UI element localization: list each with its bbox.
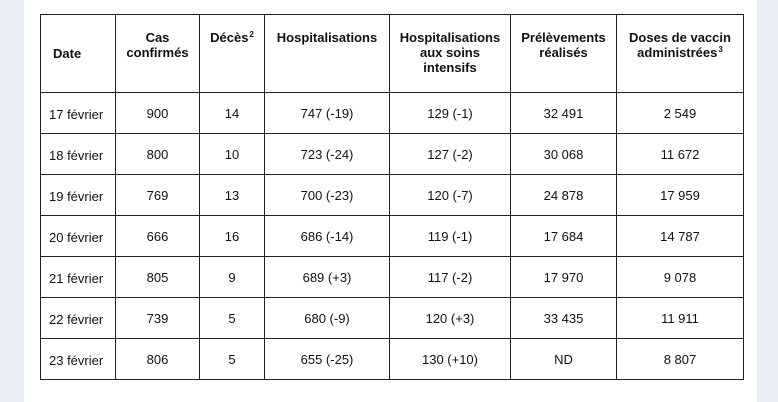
header-doses-vaccin xyxy=(617,15,744,93)
cell-doses-vaccin: 2 549 xyxy=(617,93,744,134)
cell-soins-intensifs: 129 (-1) xyxy=(390,93,511,134)
cell-deces: 16 xyxy=(200,216,265,257)
cell-prelevements: 17 970 xyxy=(511,257,617,298)
cell-date: 22 février xyxy=(41,298,116,339)
cell-prelevements: 17 684 xyxy=(511,216,617,257)
cell-doses-vaccin: 9 078 xyxy=(617,257,744,298)
cell-date: 21 février xyxy=(41,257,116,298)
cell-hospitalisations: 686 (-14) xyxy=(265,216,390,257)
table-row xyxy=(41,134,744,175)
cell-cas-confirmes: 800 xyxy=(116,134,200,175)
cell-prelevements: 32 491 xyxy=(511,93,617,134)
cell-cas-confirmes: 805 xyxy=(116,257,200,298)
cell-cas-confirmes: 739 xyxy=(116,298,200,339)
header-prelevements xyxy=(511,15,617,93)
header-soins-intensifs xyxy=(390,15,511,93)
cell-prelevements: 30 068 xyxy=(511,134,617,175)
table-row xyxy=(41,339,744,380)
document-page xyxy=(24,0,757,402)
cell-prelevements: 33 435 xyxy=(511,298,617,339)
cell-doses-vaccin: 14 787 xyxy=(617,216,744,257)
cell-hospitalisations: 723 (-24) xyxy=(265,134,390,175)
cell-deces: 5 xyxy=(200,339,265,380)
cell-soins-intensifs: 130 (+10) xyxy=(390,339,511,380)
cell-soins-intensifs: 117 (-2) xyxy=(390,257,511,298)
cell-soins-intensifs: 120 (+3) xyxy=(390,298,511,339)
header-doses-vaccin-label: Doses de vaccin administrées xyxy=(629,30,731,60)
cell-hospitalisations: 655 (-25) xyxy=(265,339,390,380)
cell-deces: 5 xyxy=(200,298,265,339)
cell-hospitalisations: 680 (-9) xyxy=(265,298,390,339)
header-deces-label: Décès xyxy=(210,30,249,45)
table-row xyxy=(41,257,744,298)
header-cas-confirmes xyxy=(116,15,200,93)
cell-prelevements: ND xyxy=(511,339,617,380)
table-row xyxy=(41,93,744,134)
cell-doses-vaccin: 11 911 xyxy=(617,298,744,339)
cell-doses-vaccin: 11 672 xyxy=(617,134,744,175)
cell-doses-vaccin: 17 959 xyxy=(617,175,744,216)
cell-deces: 9 xyxy=(200,257,265,298)
covid-stats-table xyxy=(40,14,744,380)
footnote-marker-2: 2 xyxy=(249,30,254,39)
cell-cas-confirmes: 666 xyxy=(116,216,200,257)
cell-deces: 10 xyxy=(200,134,265,175)
cell-date: 23 février xyxy=(41,339,116,380)
table-row xyxy=(41,298,744,339)
cell-cas-confirmes: 900 xyxy=(116,93,200,134)
header-date-label: Date xyxy=(53,46,82,61)
table-row xyxy=(41,175,744,216)
cell-soins-intensifs: 119 (-1) xyxy=(390,216,511,257)
header-date xyxy=(41,15,116,93)
header-row xyxy=(41,15,744,93)
table-body xyxy=(41,93,744,380)
cell-cas-confirmes: 769 xyxy=(116,175,200,216)
covid-stats-table-wrapper xyxy=(40,14,743,380)
cell-hospitalisations: 700 (-23) xyxy=(265,175,390,216)
cell-soins-intensifs: 120 (-7) xyxy=(390,175,511,216)
cell-date: 17 février xyxy=(41,93,116,134)
table-row xyxy=(41,216,744,257)
header-hospitalisations-label: Hospitalisations xyxy=(276,30,378,45)
header-prelevements-label: Prélèvements réalisés xyxy=(521,30,606,60)
cell-date: 19 février xyxy=(41,175,116,216)
table-header xyxy=(41,15,744,93)
cell-hospitalisations: 747 (-19) xyxy=(265,93,390,134)
cell-hospitalisations: 689 (+3) xyxy=(265,257,390,298)
cell-date: 18 février xyxy=(41,134,116,175)
header-cas-confirmes-label: Cas confirmés xyxy=(126,30,189,60)
cell-cas-confirmes: 806 xyxy=(116,339,200,380)
cell-date: 20 février xyxy=(41,216,116,257)
cell-deces: 13 xyxy=(200,175,265,216)
header-hospitalisations xyxy=(265,15,390,93)
header-deces xyxy=(200,15,265,93)
header-soins-intensifs-label: Hospitalisations aux soins intensifs xyxy=(399,30,501,75)
cell-doses-vaccin: 8 807 xyxy=(617,339,744,380)
cell-deces: 14 xyxy=(200,93,265,134)
cell-soins-intensifs: 127 (-2) xyxy=(390,134,511,175)
footnote-marker-3: 3 xyxy=(718,45,723,54)
cell-prelevements: 24 878 xyxy=(511,175,617,216)
